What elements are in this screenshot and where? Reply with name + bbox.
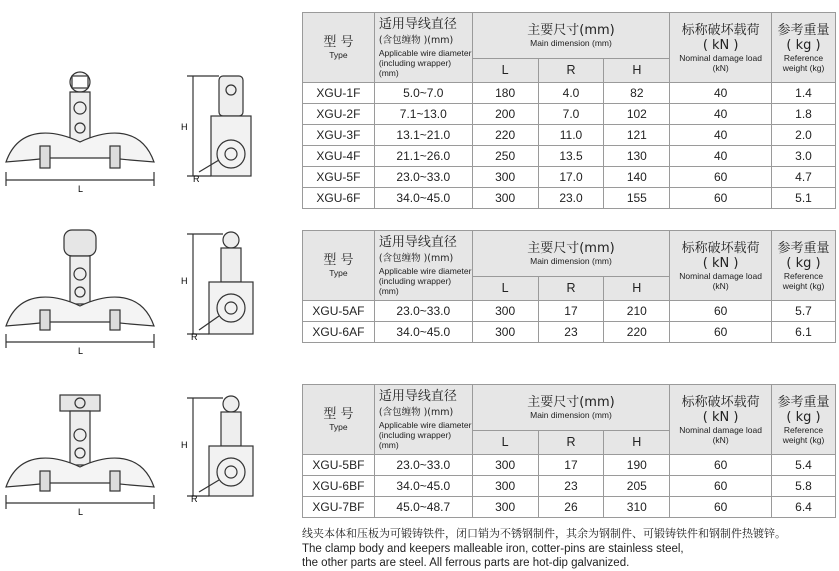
cell-r: 17.0 (538, 167, 604, 188)
spec-table-bf (302, 384, 836, 518)
note-en-line2: the other parts are steel. All ferrous parts are hot-dip galvanized. (302, 557, 630, 569)
cell-r: 26 (538, 497, 604, 518)
header-dimension: 主要尺寸(mm) Main dimension (mm) (472, 13, 670, 59)
header-col-h: H (604, 431, 670, 455)
cell-r: 23 (538, 476, 604, 497)
clamp-side-view-2 (175, 228, 275, 353)
cell-weight: 4.7 (772, 167, 836, 188)
cell-weight: 5.8 (772, 476, 836, 497)
cell-l: 180 (472, 83, 538, 104)
table-row (303, 301, 836, 322)
cell-l: 300 (472, 301, 538, 322)
cell-l: 300 (472, 455, 538, 476)
cell-load: 60 (670, 455, 772, 476)
header-dimension: 主要尺寸(mm) Main dimension (mm) (472, 231, 670, 277)
cell-l: 300 (472, 476, 538, 497)
cell-h: 205 (604, 476, 670, 497)
cell-h: 82 (604, 83, 670, 104)
cell-l: 300 (472, 322, 538, 343)
header-wire: 适用导线直径 (含包缠物 )(mm) Applicable wire diameter (including wrapper) (mm) (374, 385, 472, 455)
dim-h-label: H (181, 276, 188, 286)
cell-load: 60 (670, 167, 772, 188)
header-type: 型 号 Type (303, 13, 375, 83)
cell-load: 40 (670, 146, 772, 167)
cell-type: XGU-3F (303, 125, 375, 146)
cell-wire: 45.0~48.7 (374, 497, 472, 518)
clamp-side-view-1 (175, 70, 275, 195)
cell-load: 60 (670, 301, 772, 322)
cell-r: 4.0 (538, 83, 604, 104)
cell-type: XGU-2F (303, 104, 375, 125)
cell-l: 200 (472, 104, 538, 125)
header-type: 型 号 Type (303, 385, 375, 455)
cell-load: 60 (670, 476, 772, 497)
material-note (302, 527, 786, 571)
cell-weight: 1.8 (772, 104, 836, 125)
cell-wire: 21.1~26.0 (374, 146, 472, 167)
dim-r-label: R (191, 332, 198, 342)
cell-l: 300 (472, 188, 538, 209)
cell-r: 23 (538, 322, 604, 343)
header-col-h: H (604, 277, 670, 301)
cell-type: XGU-6F (303, 188, 375, 209)
cell-wire: 23.0~33.0 (374, 167, 472, 188)
cell-wire: 5.0~7.0 (374, 83, 472, 104)
spec-table-af (302, 230, 836, 343)
cell-weight: 5.4 (772, 455, 836, 476)
cell-h: 210 (604, 301, 670, 322)
cell-type: XGU-5AF (303, 301, 375, 322)
cell-wire: 34.0~45.0 (374, 188, 472, 209)
cell-type: XGU-6BF (303, 476, 375, 497)
dim-r-label: R (191, 494, 198, 504)
cell-h: 130 (604, 146, 670, 167)
dim-r-label: R (193, 174, 200, 184)
cell-type: XGU-1F (303, 83, 375, 104)
header-col-l: L (472, 277, 538, 301)
spec-table-f (302, 12, 836, 209)
header-weight: 参考重量 ( kg ) Reference weight (kg) (772, 385, 836, 455)
cell-weight: 6.1 (772, 322, 836, 343)
cell-wire: 7.1~13.0 (374, 104, 472, 125)
cell-h: 155 (604, 188, 670, 209)
clamp-front-view-1 (0, 62, 160, 197)
cell-load: 60 (670, 497, 772, 518)
cell-h: 140 (604, 167, 670, 188)
cell-r: 7.0 (538, 104, 604, 125)
note-zh: 线夹本体和压板为可锻铸铁件，闭口销为不锈钢制件，其余为钢制件、可锻铸铁件和钢制件热镀锌。 (302, 527, 786, 540)
header-weight: 参考重量 ( kg ) Reference weight (kg) (772, 231, 836, 301)
dim-h-label: H (181, 440, 188, 450)
cell-r: 13.5 (538, 146, 604, 167)
cell-weight: 6.4 (772, 497, 836, 518)
cell-type: XGU-7BF (303, 497, 375, 518)
header-load: 标称破坏载荷 ( kN ) Nominal damage load (kN) (670, 385, 772, 455)
cell-wire: 34.0~45.0 (374, 322, 472, 343)
cell-weight: 5.1 (772, 188, 836, 209)
table-row (303, 497, 836, 518)
header-col-r: R (538, 431, 604, 455)
table-row (303, 146, 836, 167)
cell-weight: 3.0 (772, 146, 836, 167)
note-en-line1: The clamp body and keepers malleable iron, cotter-pins are stainless steel, (302, 542, 684, 555)
cell-wire: 13.1~21.0 (374, 125, 472, 146)
table-row (303, 83, 836, 104)
dim-l-label: L (78, 184, 84, 194)
header-col-l: L (472, 59, 538, 83)
header-wire: 适用导线直径 (含包缠物 )(mm) Applicable wire diameter (including wrapper) (mm) (374, 13, 472, 83)
cell-r: 17 (538, 455, 604, 476)
cell-r: 11.0 (538, 125, 604, 146)
cell-r: 17 (538, 301, 604, 322)
cell-load: 40 (670, 125, 772, 146)
cell-r: 23.0 (538, 188, 604, 209)
cell-h: 102 (604, 104, 670, 125)
clamp-side-view-3 (175, 390, 275, 515)
table-row (303, 104, 836, 125)
cell-h: 190 (604, 455, 670, 476)
header-dimension: 主要尺寸(mm) Main dimension (mm) (472, 385, 670, 431)
header-load: 标称破坏载荷 ( kN ) Nominal damage load (kN) (670, 13, 772, 83)
cell-type: XGU-6AF (303, 322, 375, 343)
dim-l-label: L (78, 507, 84, 517)
cell-type: XGU-4F (303, 146, 375, 167)
cell-weight: 5.7 (772, 301, 836, 322)
cell-h: 220 (604, 322, 670, 343)
table-row (303, 167, 836, 188)
cell-l: 220 (472, 125, 538, 146)
cell-load: 60 (670, 188, 772, 209)
table-row (303, 188, 836, 209)
cell-l: 300 (472, 497, 538, 518)
cell-weight: 2.0 (772, 125, 836, 146)
cell-wire: 23.0~33.0 (374, 455, 472, 476)
table-row (303, 476, 836, 497)
cell-wire: 34.0~45.0 (374, 476, 472, 497)
header-type: 型 号 Type (303, 231, 375, 301)
cell-weight: 1.4 (772, 83, 836, 104)
table-row (303, 455, 836, 476)
header-load: 标称破坏载荷 ( kN ) Nominal damage load (kN) (670, 231, 772, 301)
cell-l: 300 (472, 167, 538, 188)
cell-load: 60 (670, 322, 772, 343)
dim-h-label: H (181, 122, 188, 132)
cell-type: XGU-5F (303, 167, 375, 188)
table-row (303, 125, 836, 146)
header-wire: 适用导线直径 (含包缠物 )(mm) Applicable wire diameter (including wrapper) (mm) (374, 231, 472, 301)
dim-l-label: L (78, 346, 84, 356)
header-col-r: R (538, 59, 604, 83)
cell-load: 40 (670, 83, 772, 104)
cell-wire: 23.0~33.0 (374, 301, 472, 322)
clamp-front-view-2 (0, 222, 160, 357)
cell-load: 40 (670, 104, 772, 125)
header-col-h: H (604, 59, 670, 83)
header-col-l: L (472, 431, 538, 455)
cell-h: 310 (604, 497, 670, 518)
cell-h: 121 (604, 125, 670, 146)
header-col-r: R (538, 277, 604, 301)
clamp-front-view-3 (0, 385, 160, 520)
cell-type: XGU-5BF (303, 455, 375, 476)
header-weight: 参考重量 ( kg ) Reference weight (kg) (772, 13, 836, 83)
table-row (303, 322, 836, 343)
cell-l: 250 (472, 146, 538, 167)
